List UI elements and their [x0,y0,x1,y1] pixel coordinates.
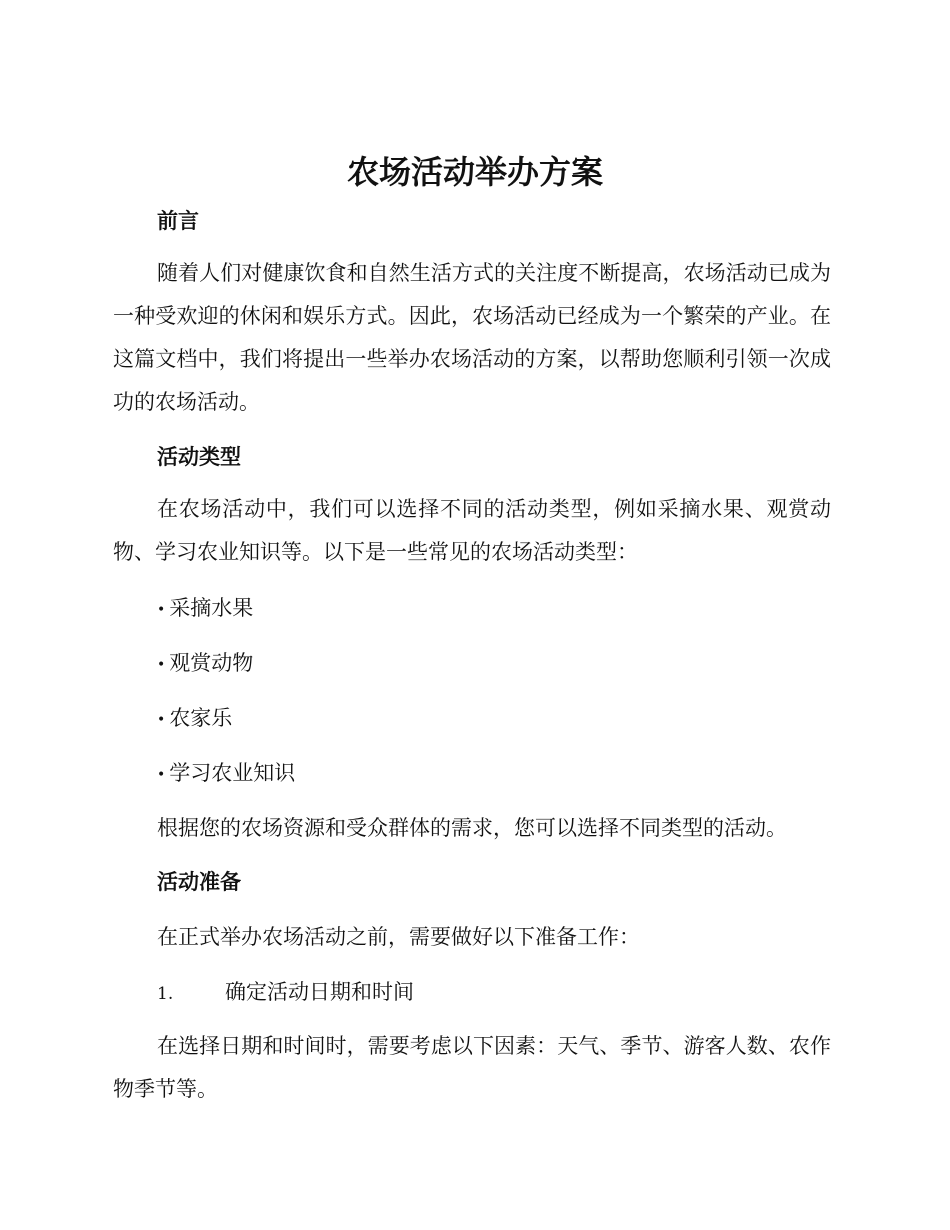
list-item-text: 采摘水果 [169,596,254,620]
section-heading-types: 活动类型 [157,445,241,469]
types-paragraph: 在农场活动中，我们可以选择不同的活动类型，例如采摘水果、观赏动物、学习农业知识等。以下是一些常见的农场活动类型： [113,497,831,564]
list-item [157,758,295,790]
list-item [157,648,253,680]
bullet-icon: • [157,601,166,618]
list-item-text: 观赏动物 [169,651,254,675]
bullet-icon: • [157,711,166,728]
intro-paragraph: 随着人们对健康饮食和自然生活方式的关注度不断提高，农场活动已成为一种受欢迎的休闲和娱乐方式。因此，农场活动已经成为一个繁荣的产业。在这篇文档中，我们将提出一些举办农场活动的方案，以帮助您顺利引领一次成功的农场活动。 [113,261,831,414]
bullet-icon: • [157,766,166,783]
list-item-text: 学习农业知识 [169,761,296,785]
document-title: 农场活动举办方案 [346,153,603,191]
bullet-icon: • [157,656,166,673]
numbered-item [157,977,414,1009]
numbered-item-number: 1. [157,984,174,1004]
types-closing: 根据您的农场资源和受众群体的需求，您可以选择不同类型的活动。 [157,816,787,840]
list-item-text: 农家乐 [169,706,233,730]
list-item [157,593,253,625]
prep-paragraph: 在选择日期和时间时，需要考虑以下因素：天气、季节、游客人数、农作物季节等。 [113,1034,831,1101]
prep-intro: 在正式举办农场活动之前，需要做好以下准备工作： [157,925,640,949]
section-heading-prep: 活动准备 [157,870,241,894]
numbered-item-text: 确定活动日期和时间 [225,980,414,1004]
section-heading-intro: 前言 [157,209,199,233]
list-item [157,703,232,735]
